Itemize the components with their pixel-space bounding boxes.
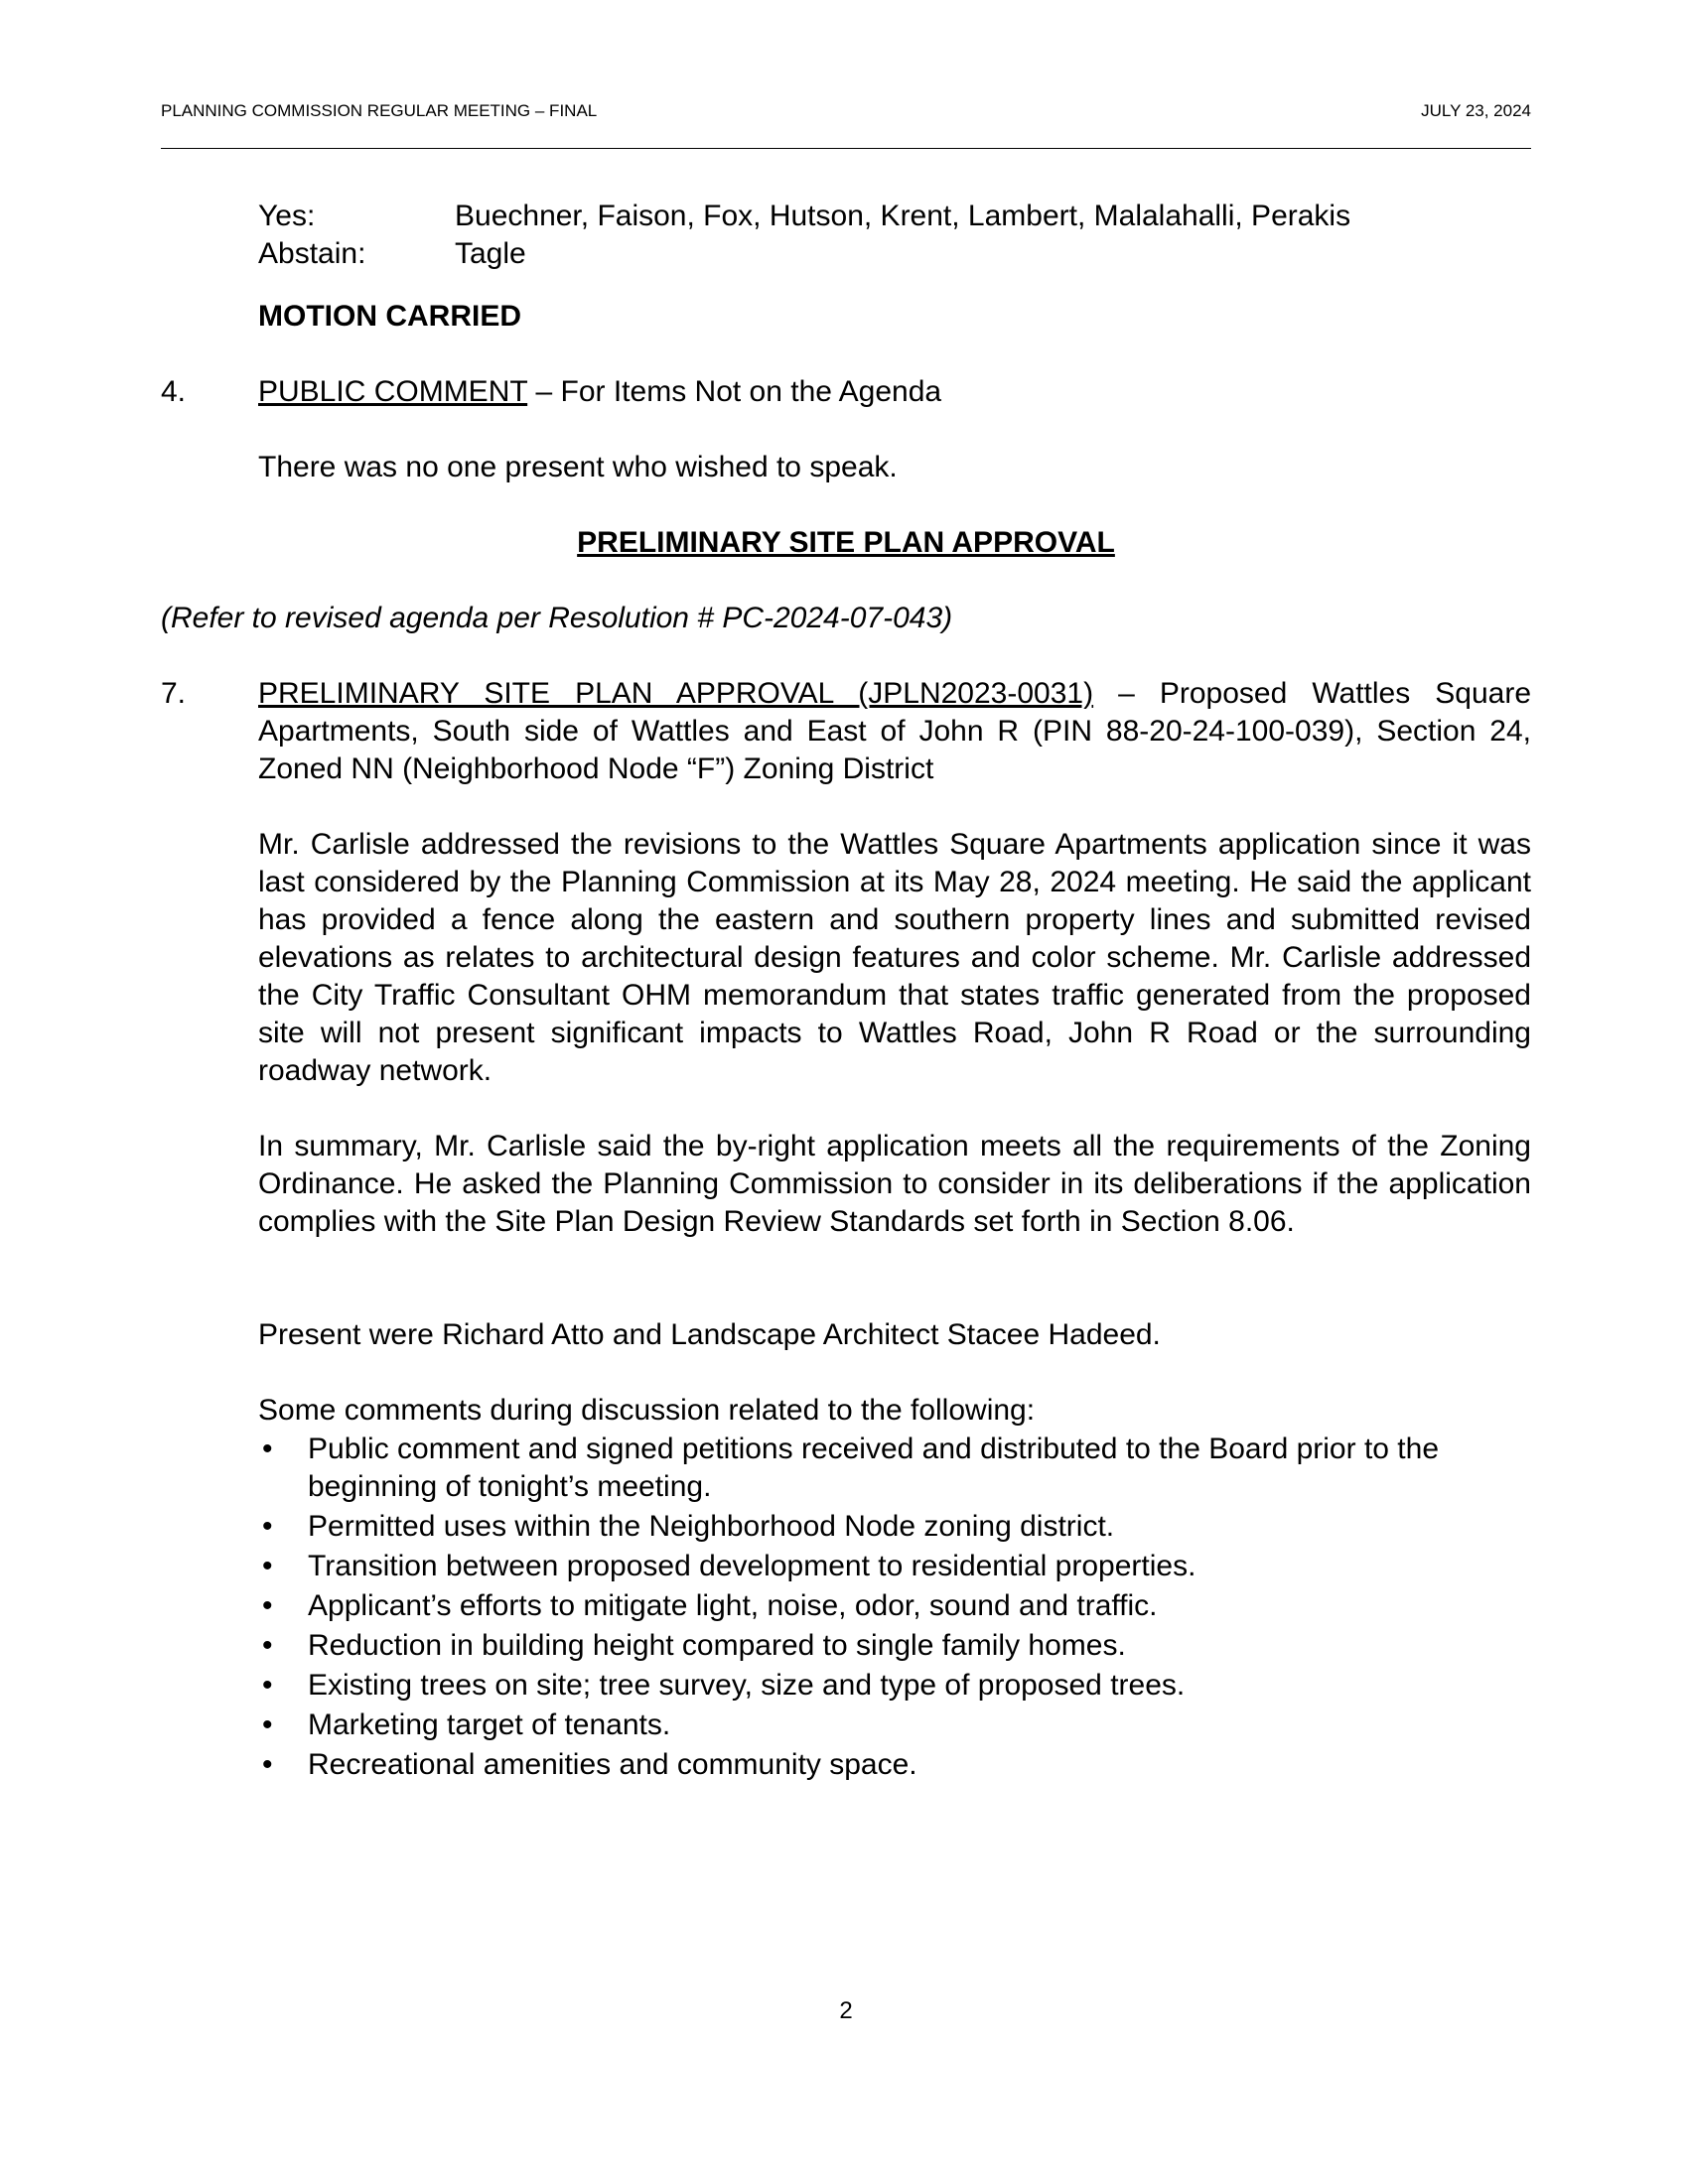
list-item-text: Marketing target of tenants.: [308, 1708, 671, 1741]
item-7-number: 7.: [161, 677, 187, 710]
header-date: JULY 23, 2024: [1421, 101, 1531, 120]
section-heading: PRELIMINARY SITE PLAN APPROVAL: [577, 526, 1115, 559]
bullet-icon: •: [262, 1748, 273, 1781]
page-header: [161, 101, 1531, 121]
bullet-icon: •: [262, 1708, 273, 1741]
list-item-text: Reduction in building height compared to single family homes.: [308, 1629, 1126, 1662]
item-7-title: PRELIMINARY SITE PLAN APPROVAL (JPLN2023-0031): [258, 677, 1094, 710]
motion-result: MOTION CARRIED: [258, 300, 521, 333]
list-item: [258, 1746, 1531, 1784]
bullet-icon: •: [262, 1589, 273, 1622]
list-item-text: Permitted uses within the Neighborhood Node zoning district.: [308, 1510, 1115, 1543]
discussion-list: [258, 1431, 1531, 1786]
bullet-icon: •: [262, 1550, 273, 1582]
list-item: [258, 1706, 1531, 1744]
item-7-paragraph-1: Mr. Carlisle addressed the revisions to the Wattles Square Apartments application since it was last considered by the Planning Commission at its May 28, 2024 meeting. He said the applicant has provided a fence along the eastern and southern property lines and submitted revised elevations as relates to architectural design features and color scheme. Mr. Carlisle addressed the City Traffic Consultant OHM memorandum that states traffic generated from the proposed site will not present significant impacts to Wattles Road, John R Road or the surrounding roadway network.: [258, 828, 1531, 1087]
list-item: [258, 1431, 1531, 1506]
list-item-text: Existing trees on site; tree survey, size and type of proposed trees.: [308, 1669, 1186, 1702]
header-rule: [161, 148, 1531, 149]
list-item-text: Recreational amenities and community space.: [308, 1748, 917, 1781]
item-4-title: PUBLIC COMMENT: [258, 375, 528, 408]
bullet-icon: •: [262, 1433, 273, 1465]
vote-abstain-label: Abstain:: [258, 237, 366, 270]
item-4-number: 4.: [161, 375, 187, 408]
list-item: [258, 1627, 1531, 1665]
bullet-icon: •: [262, 1510, 273, 1543]
list-item: [258, 1508, 1531, 1546]
item-7-title-suffix: – Proposed Wattles Square Apartments, South side of Wattles and East of John R (PIN 88-20-24-100-039), Section 24, Zoned NN (Neighborhood Node “F”) Zoning District: [258, 677, 1532, 785]
bullet-icon: •: [262, 1629, 273, 1662]
page-number: 2: [839, 1997, 853, 2024]
list-item-text: Applicant’s efforts to mitigate light, noise, odor, sound and traffic.: [308, 1589, 1158, 1622]
bullet-icon: •: [262, 1669, 273, 1702]
item-7-heading: [258, 675, 1531, 788]
item-7-paragraph-2: In summary, Mr. Carlisle said the by-right application meets all the requirements of the Zoning Ordinance. He asked the Planning Commission to consider in its deliberations if the application complies with the Site Plan Design Review Standards set forth in Section 8.06.: [258, 1130, 1531, 1238]
list-item: [258, 1587, 1531, 1625]
vote-yes-value: Buechner, Faison, Fox, Hutson, Krent, Lambert, Malalahalli, Perakis: [455, 200, 1351, 232]
item-4-text: There was no one present who wished to speak.: [258, 451, 898, 483]
vote-abstain-value: Tagle: [455, 237, 526, 270]
header-title: PLANNING COMMISSION REGULAR MEETING – FINAL: [161, 101, 598, 120]
discussion-intro: Some comments during discussion related to the following:: [258, 1394, 1036, 1427]
item-4-title-suffix: – For Items Not on the Agenda: [527, 375, 942, 408]
section-note: (Refer to revised agenda per Resolution # PC-2024-07-043): [161, 602, 953, 634]
list-item-text: Transition between proposed development to residential properties.: [308, 1550, 1196, 1582]
list-item: [258, 1667, 1531, 1705]
list-item: [258, 1548, 1531, 1585]
list-item-text: Public comment and signed petitions received and distributed to the Board prior to the beginning of tonight’s meeting.: [308, 1433, 1440, 1503]
vote-yes-label: Yes:: [258, 200, 316, 232]
item-4-heading: [258, 373, 1531, 411]
item-7-paragraph-3: Present were Richard Atto and Landscape Architect Stacee Hadeed.: [258, 1318, 1161, 1351]
